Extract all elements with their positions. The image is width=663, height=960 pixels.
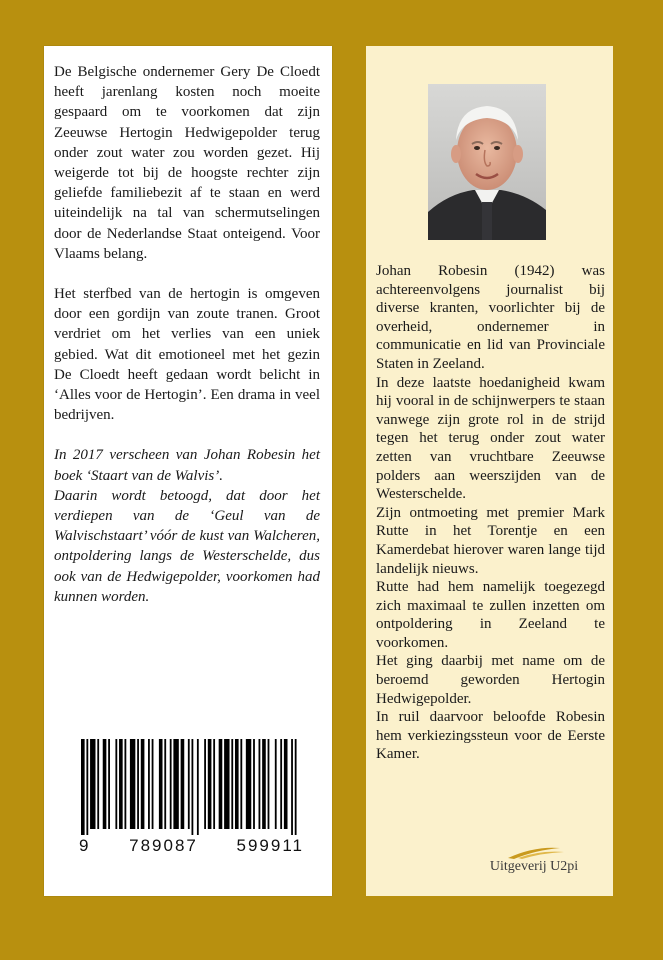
barcode-bar	[291, 739, 293, 835]
barcode-bar	[192, 739, 194, 835]
isbn-digit-group-1: 789087	[129, 836, 198, 855]
barcode-bar	[137, 739, 139, 829]
publisher-name: Uitgeverij U2pi	[489, 859, 579, 874]
barcode-bar	[246, 739, 251, 829]
barcode-bar	[208, 739, 212, 829]
barcode-bar	[86, 739, 88, 835]
barcode-bar	[280, 739, 282, 829]
blurb-paragraph-2: Het sterfbed van de hertogin is omgeven door een gordijn van zoute tranen. Groot verdriet om het verlies van een uniek gebied. Wat dit emotioneel met het gezin De Cloedt heeft gedaan wordt belicht in ‘Alles voor de Hertogin’. Een drama in veel bedrijven.	[54, 286, 320, 424]
barcode-bar	[262, 739, 266, 829]
barcode-bar	[224, 739, 229, 829]
blurb-paragraph-1: De Belgische ondernemer Gery De Cloedt heeft jarenlang kosten noch moeite gespaard om te voorkomen dat zijn Zeeuwse Hertogin Hedwigepolder terug onder zout water zou worden gezet. Hij weigerde tot bij de hoogste rechter zijn geliefde familiebezit af te staan en werd uiteindelijk na tal van schermutselingen door de Nederlandse Staat onteigend. Voor Vlaams belang.	[54, 64, 320, 262]
barcode-bar	[97, 739, 99, 829]
barcode-bar	[173, 739, 178, 829]
isbn-digit-group-2: 599911	[236, 836, 304, 855]
barcode-bar	[159, 739, 163, 829]
barcode-bar	[197, 739, 199, 835]
barcode-bar	[268, 739, 270, 829]
bio-paragraph-1: Johan Robesin (1942) was achtereenvolgens journalist bij diverse kranten, voorlichter bij de overheid, ondernemer in communicatie en lid van Provinciale Staten in Zeeland.	[376, 263, 605, 372]
barcode-bar	[103, 739, 107, 829]
barcode-bar	[284, 739, 288, 829]
barcode-bar	[181, 739, 185, 829]
barcode-bar	[259, 739, 261, 829]
barcode-bar	[213, 739, 215, 829]
isbn-barcode	[79, 739, 304, 859]
barcode-bar	[108, 739, 110, 829]
barcode-bar	[130, 739, 135, 829]
bio-paragraph-3: Zijn ontmoeting met premier Mark Rutte in het Torentje en een Kamerdebat hierover waren lange tijd landelijk nieuws.	[376, 504, 605, 577]
previous-book-line-1: In 2017 verscheen van Johan Robesin het boek ‘Staart van de Walvis’.	[54, 447, 320, 484]
back-cover-left-panel	[44, 46, 332, 896]
blurb-text	[54, 62, 320, 607]
bio-paragraph-5: Het ging daarbij met name om de beroemd geworden Hertogin Hedwigepolder.	[376, 653, 605, 707]
author-photo	[428, 84, 546, 240]
barcode-bar	[141, 739, 145, 829]
barcode-bar	[240, 739, 242, 829]
barcode-bar	[295, 739, 297, 835]
barcode-bar	[275, 739, 277, 829]
author-bio	[376, 262, 605, 764]
barcode-bar	[188, 739, 190, 829]
portrait-photo-icon	[428, 84, 546, 240]
barcode-bar	[219, 739, 223, 829]
barcode-bar	[119, 739, 123, 829]
barcode-bar	[81, 739, 85, 835]
barcode-bar	[124, 739, 126, 829]
barcode-bar	[152, 739, 154, 829]
barcode-bar	[170, 739, 172, 829]
barcode-bar	[231, 739, 233, 829]
barcode-bar	[164, 739, 166, 829]
previous-book-line-2: Daarin wordt betoogd, dat door het verdiepen van de ‘Geul van de Walvischstaart’ vóór de kust van Walcheren, ontpoldering langs de Westerschelde, dus ook van de Hedwigepolder, voorkomen had kunnen worden.	[54, 487, 320, 605]
back-cover-right-panel	[366, 46, 613, 896]
isbn-number	[79, 836, 304, 856]
swoosh-logo-icon	[474, 844, 594, 860]
barcode-bars	[79, 739, 304, 835]
barcode-bar	[90, 739, 95, 829]
bio-paragraph-4: Rutte had hem namelijk toegezegd zich maximaal te zullen inzetten om ontpoldering in Zeeland te voorkomen.	[376, 579, 605, 651]
bio-paragraph-2: In deze laatste hoedanigheid kwam hij vooral in de schijnwerpers te staan vanwege zijn grote rol in de strijd tegen het terug onder zout water zetten van vruchtbare Zeeuwse polders aan weerszijden van de Westerschelde.	[376, 374, 605, 503]
barcode-bar	[253, 739, 255, 829]
publisher-logo	[474, 844, 594, 880]
barcode-bar	[148, 739, 150, 829]
barcode-bar	[115, 739, 117, 829]
isbn-digit-prefix: 9	[79, 836, 91, 855]
barcode-bar	[235, 739, 239, 829]
bio-paragraph-6: In ruil daarvoor beloofde Robesin hem verkiezingssteun voor de Eerste Kamer.	[376, 709, 605, 763]
barcode-bar	[204, 739, 206, 829]
